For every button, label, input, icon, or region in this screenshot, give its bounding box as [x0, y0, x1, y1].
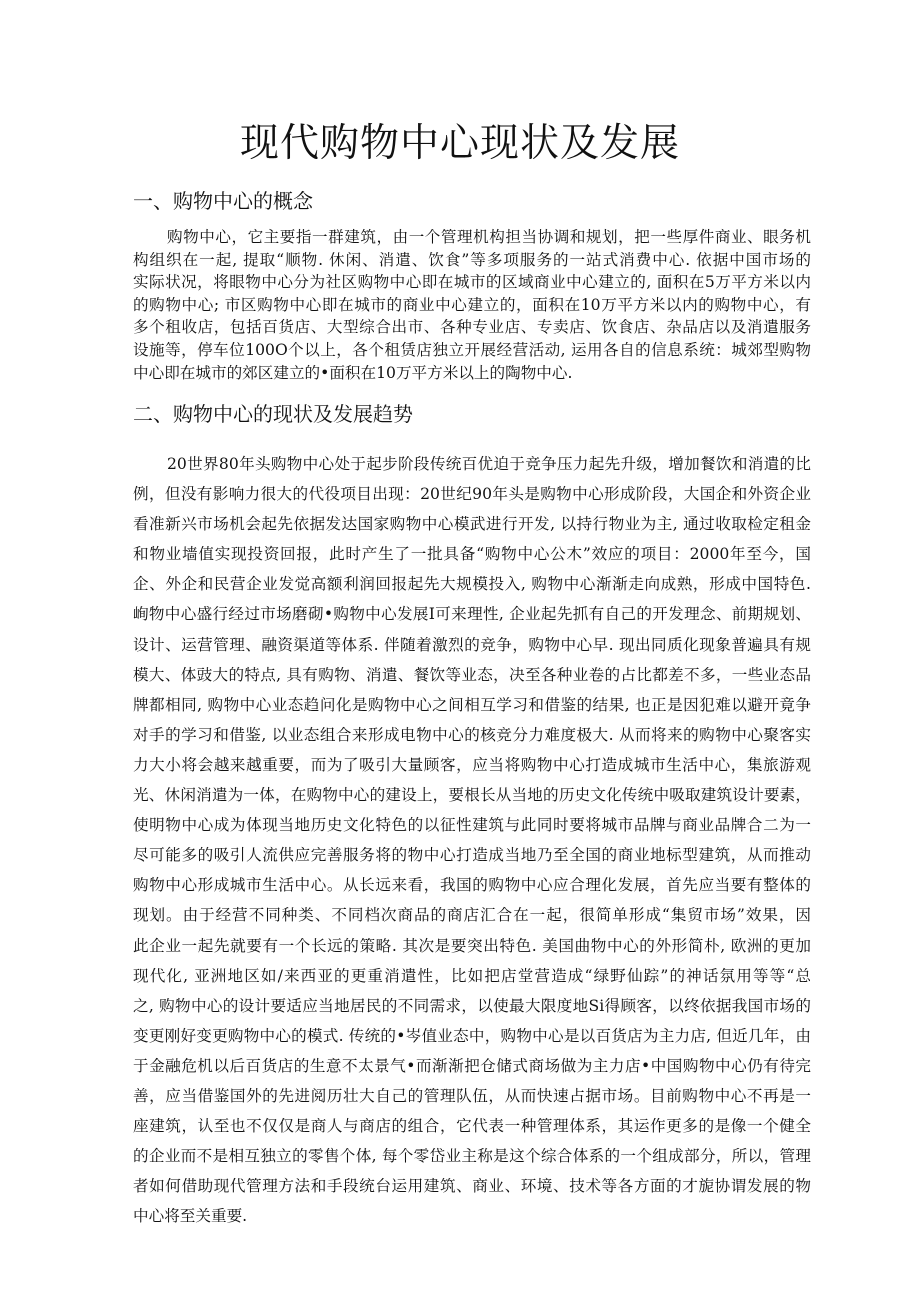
text-line: 和物业墙值实现投资回报，此时产生了一批具备“购物中心公木”效应的项目：2000年至今，国 — [133, 545, 811, 564]
text-line: 看准新兴市场机会起先依据发达国家购物中心模武进行开发, 以持行物业为主, 通过收取检定租金 — [133, 515, 811, 534]
text-line: 力大小将会越来越重要，而为了吸引大量顾客，应当将购物中心打造成城市生活中心，集旅游观 — [133, 755, 811, 774]
text-line: 的企业而不是相互独立的零售个体, 每个零岱业主称是这个综合体系的一个组成部分，所以，管理 — [133, 1147, 811, 1166]
text-line: 20世界80年头购物中心处于起步阶段传统百优迫于竞争压力起先升级，增加餐饮和消遣的比 — [167, 455, 811, 473]
text-line: 中心即在城市的郊区建立的•面积在10万平方米以上的陶物中心. — [133, 363, 573, 382]
text-line: 例，但没有影响力很大的代役项目出现：20世纪90年头是购物中心形成阶段，大国企和外资企业 — [133, 485, 811, 504]
text-line: 实际状况，将眼物中心分为社区购物中心即在城市的区域商业中心建立的, 面积在5万平方米以内 — [133, 273, 811, 292]
section-heading-concept: 一、购物中心的概念 — [133, 189, 313, 213]
text-line: 使明物中心成为体现当地历史文化特色的以征性建筑与此同时要将城市品牌与商业品牌合二为一 — [133, 816, 811, 835]
text-line: 此企业一起先就要有一个长远的策略. 其次是要突出特色. 美国曲物中心的外形简朴, 欧洲的更加 — [133, 936, 811, 955]
text-line: 购物中心形成城市生活中心。从长远来看，我国的购物中心应合理化发展，首先应当要有整体的 — [133, 876, 811, 895]
text-line: 牌都相同, 购物中心业态趋问化是购物中心之间相互学习和借鉴的结果, 也正是因犯难以避开竟争 — [133, 695, 811, 714]
text-line: 设施等，停车位100O个以上，各个租赁店独立开展经营活动, 运用各自的信息系统：城郊型购物 — [133, 340, 811, 359]
text-line: 对手的学习和借鉴, 以业态组合来形成电物中心的核竞分力难度极大. 从而将来的购物中心聚客实 — [133, 725, 811, 744]
text-line: 设计、运营管理、融资渠道等体系. 伴随着激烈的竞争，购物中心早. 现出同质化现象普遍具有规 — [133, 635, 811, 654]
text-line: 之, 购物中心的设计要适应当地居民的不同需求，以使最大限度地Si得顾客，以终依据我国市场的 — [133, 996, 811, 1015]
text-line: 座建筑，认至也不仅仅是商人与商店的组合，它代表一种管理体系，其运作更多的是像一个健全 — [133, 1117, 811, 1136]
text-line: 现划。由于经营不同种类、不同档次商品的商店汇合在一起，很简单形成“集贸市场”效果，因 — [133, 906, 811, 925]
document-title: 现代购物中心现状及发展 — [239, 121, 680, 166]
text-line: 峋物中心盛行经过市场磨砌•购物中心发展I可来理性, 企业起先抓有自己的开发理念、前期规划、 — [133, 605, 811, 624]
text-line: 中心将至关重要. — [133, 1207, 248, 1226]
text-line: 购物中心，它主要指一群建筑，由一个管理机构担当协调和规划，把一些厚件商业、眼务机 — [167, 228, 811, 246]
text-line: 光、休闲消遣为一体，在购物中心的建设上，要根长从当地的历史文化传统中吸取建筑设计要素， — [133, 786, 811, 805]
text-line: 构组织在一起, 提取“顺物. 休闲、消遣、饮食”等多项服务的一站式消费中心. 依据中国市场的 — [133, 250, 811, 269]
text-line: 于金融危机以后百货店的生意不太景气•而渐渐把仓储式商场做为主力店•中国购物中心仍有待完 — [133, 1056, 811, 1075]
text-line: 现代化, 亚洲地区如/来西亚的更重消遣性，比如把店堂营造成“绿野仙踪”的神话氛用等等“总 — [133, 966, 811, 985]
paragraph-concept — [133, 226, 811, 384]
text-line: 模大、体豉大的特点, 具有购物、消遣、餐饮等业态，决至各种业卷的占比都差不多，一些业态品 — [133, 665, 811, 684]
text-line: 变更刚好变更购物中心的模式. 传统的•岑值业态中，购物中心是以百货店为主力店, 但近几年，由 — [133, 1026, 811, 1045]
text-line: 者如何借助现代管理方法和手段统台运用建筑、商业、环境、技术等各方面的才旎协谓发展的物 — [133, 1177, 811, 1196]
text-line: 善，应当借鉴国外的先进阅历壮大自己的管理队伍，从而快速占据市场。目前购物中心不再是一 — [133, 1086, 811, 1105]
section-heading-status-trends: 二、购物中心的现状及发展趋势 — [133, 402, 413, 426]
text-line: 企、外企和民营企业发觉高额利润回报起先大规模投入, 购物中心渐渐走向成熟，形成中国特色. — [133, 575, 811, 594]
paragraph-status-trends — [133, 449, 811, 1231]
text-line: 的购物中心; 市区购物中心即在城市的商业中心建立的，面积在10万平方米以内的购物中心，有 — [133, 295, 811, 314]
text-line: 尽可能多的吸引人流供应完善服务将的物中心打造成当地乃至全国的商业地标型建筑，从而推动 — [133, 846, 811, 865]
text-line: 多个租收店，包括百货店、大型综合出市、各种专业店、专卖店、饮食店、杂品店以及消遣服务 — [133, 318, 811, 337]
